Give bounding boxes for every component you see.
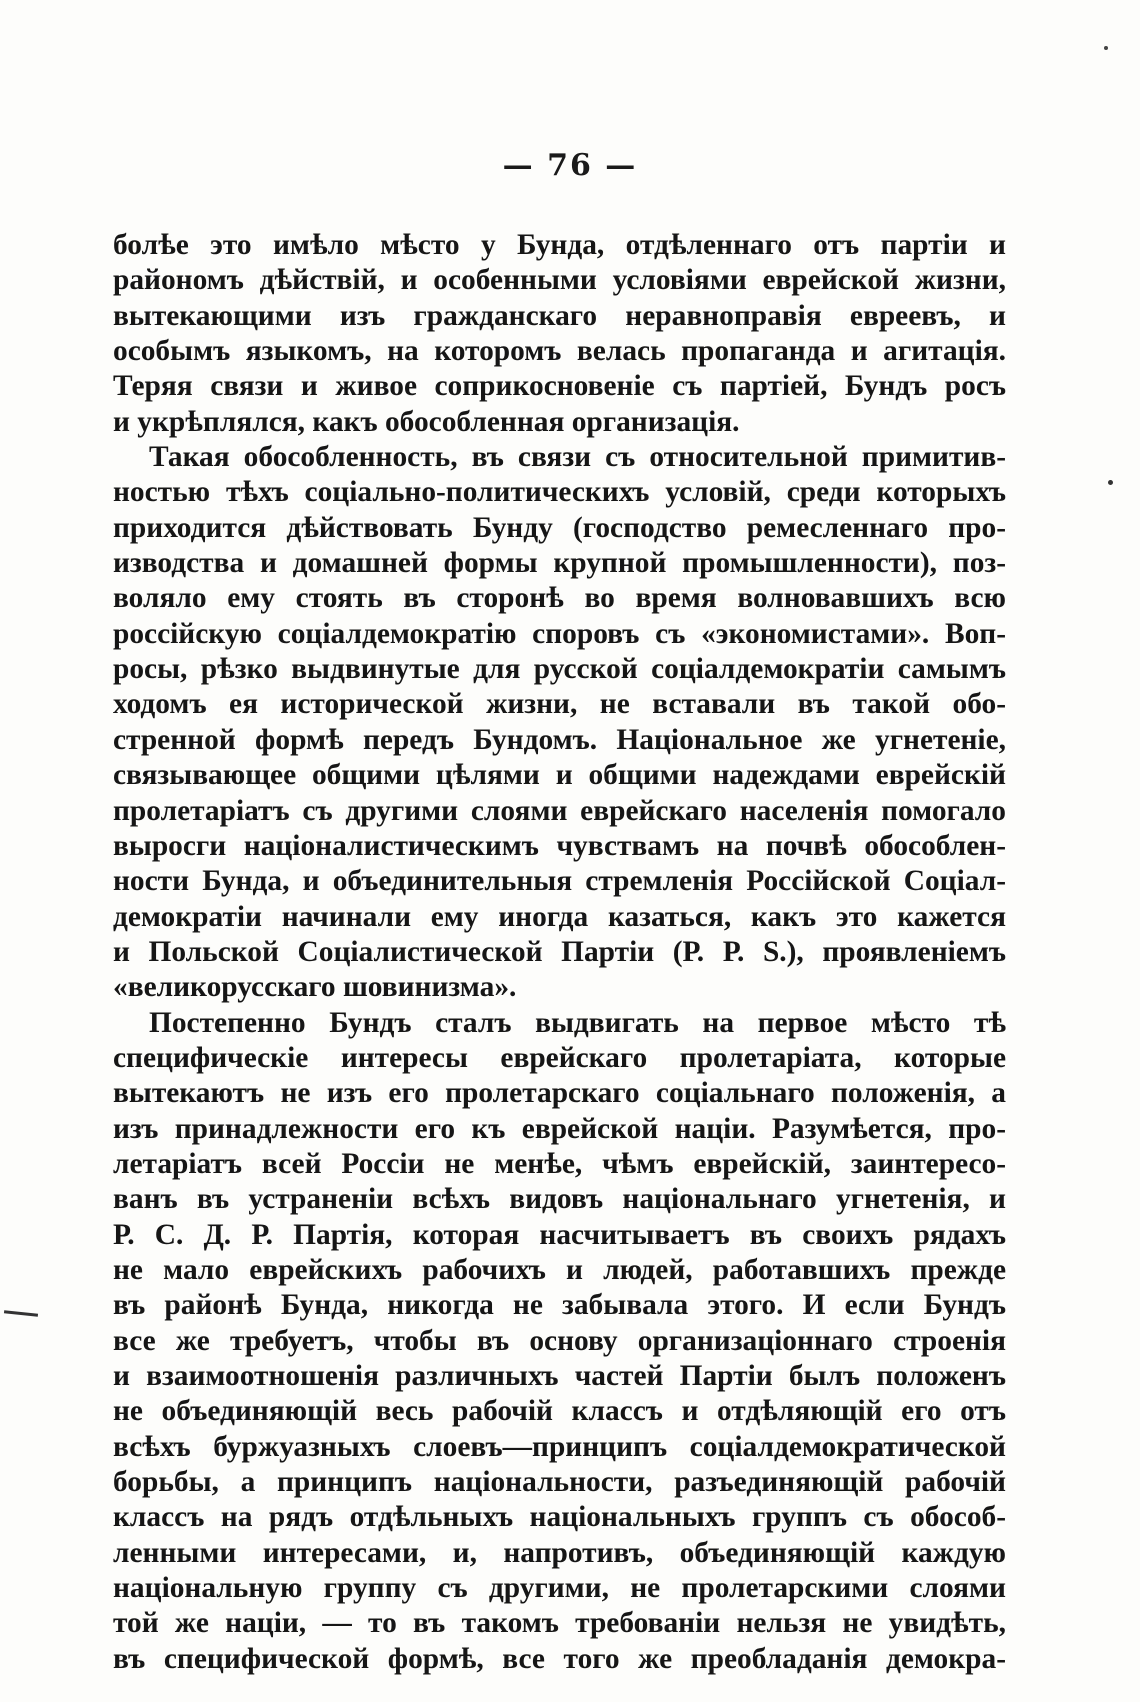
text-line: ленными интересами, и, напротивъ, объединяющій каждую <box>113 1536 1006 1569</box>
text-line: Теряя связи и живое соприкосновеніе съ партіей, Бундъ росъ <box>113 370 1006 403</box>
text-line: воляло ему стоять въ сторонѣ во время волновавшихъ всю <box>113 582 1006 615</box>
text-line: демократіи начинали ему иногда казаться, какъ это кажется <box>113 900 1006 933</box>
text-line: Такая обособленность, въ связи съ относительной примитив- <box>149 441 1006 474</box>
text-line: специфическіе интересы еврейскаго пролетаріата, которые <box>113 1041 1006 1074</box>
text-line: всѣхъ буржуазныхъ слоевъ—принципъ соціалдемократической <box>113 1430 1006 1463</box>
text-line: въ районѣ Бунда, никогда не забывала этого. И если Бундъ <box>113 1289 1006 1322</box>
text-line: ностью тѣхъ соціально-политическихъ условій, среди которыхъ <box>113 476 1006 509</box>
text-line: Постепенно Бундъ сталъ выдвигать на первое мѣсто тѣ <box>149 1006 1006 1039</box>
text-line: болѣе это имѣло мѣсто у Бунда, отдѣленнаго отъ партіи и <box>113 229 1006 261</box>
text-line: ходомъ ея исторической жизни, не вставали въ такой обо- <box>113 688 1006 721</box>
page-number-header: — 76 — <box>502 148 638 183</box>
text-line: «великорусскаго шовинизма». <box>113 971 517 1004</box>
paragraph-3 <box>113 1006 1006 1678</box>
text-line: вытекаютъ не изъ его пролетарскаго соціальнаго положенія, а <box>113 1077 1006 1110</box>
text-line: летаріатъ всей Россіи не менѣе, чѣмъ еврейскій, заинтересо- <box>113 1147 1006 1180</box>
text-line: и укрѣплялся, какъ обособленная организація. <box>113 405 740 438</box>
scan-speck-mark <box>1104 46 1108 50</box>
text-line: не мало еврейскихъ рабочихъ и людей, работавшихъ прежде <box>113 1253 1006 1286</box>
body-text <box>113 228 1006 1677</box>
text-line: россійскую соціалдемократію споровъ съ «экономистами». Воп- <box>113 617 1006 650</box>
text-line: Р. С. Д. Р. Партія, которая насчитываетъ въ своихъ рядахъ <box>113 1218 1006 1251</box>
text-line: той же націи, — то въ такомъ требованіи нельзя не увидѣть, <box>113 1607 1006 1640</box>
text-line: ности Бунда, и объединительныя стремленія Россійской Соціал- <box>113 865 1006 898</box>
paragraph-2 <box>113 440 1006 1006</box>
text-line: стренной формѣ передъ Бундомъ. Національное же угнетеніе, <box>113 723 1006 756</box>
scan-speck-mark <box>1108 480 1113 485</box>
text-line: изъ принадлежности его къ еврейской націи. Разумѣется, про- <box>113 1112 1006 1145</box>
text-line: вытекающими изъ гражданскаго неравноправія евреевъ, и <box>113 299 1006 332</box>
paragraph-1 <box>113 228 1006 440</box>
text-line: не объединяющій весь рабочій классъ и отдѣляющій его отъ <box>113 1395 1006 1428</box>
margin-dash-mark <box>4 1310 38 1317</box>
text-line: національную группу съ другими, не пролетарскими слоями <box>113 1572 1006 1605</box>
text-line: и Польской Соціалистической Партіи (Р. Р. S.), проявленіемъ <box>113 935 1006 968</box>
text-line: райономъ дѣйствій, и особенными условіями еврейской жизни, <box>113 264 1006 297</box>
text-line: классъ на рядъ отдѣльныхъ національныхъ группъ съ обособ- <box>113 1501 1006 1534</box>
text-line: все же требуетъ, чтобы въ основу организаціоннаго строенія <box>113 1324 1006 1357</box>
text-line: росы, рѣзко выдвинутые для русской соціалдемократіи самымъ <box>113 653 1006 686</box>
text-line: особымъ языкомъ, на которомъ велась пропаганда и агитація. <box>113 335 1006 368</box>
text-line: и взаимоотношенія различныхъ частей Партіи былъ положенъ <box>113 1360 1006 1392</box>
text-line: борьбы, а принципъ національности, разъединяющій рабочій <box>113 1466 1006 1499</box>
text-line: изводства и домашней формы крупной промышленности), поз- <box>113 547 1006 580</box>
text-line: приходится дѣйствовать Бунду (господство ремесленнаго про- <box>113 511 1006 544</box>
text-line: связывающее общими цѣлями и общими надеждами еврейскій <box>113 759 1006 792</box>
text-line: выросги націоналистическимъ чувствамъ на почвѣ обособлен- <box>113 829 1006 862</box>
text-line: въ специфической формѣ, все того же преобладанія демокра- <box>113 1642 1006 1675</box>
text-line: пролетаріатъ съ другими слоями еврейскаго населенія помогало <box>113 794 1006 827</box>
text-line: ванъ въ устраненіи всѣхъ видовъ національнаго угнетенія, и <box>113 1183 1006 1216</box>
